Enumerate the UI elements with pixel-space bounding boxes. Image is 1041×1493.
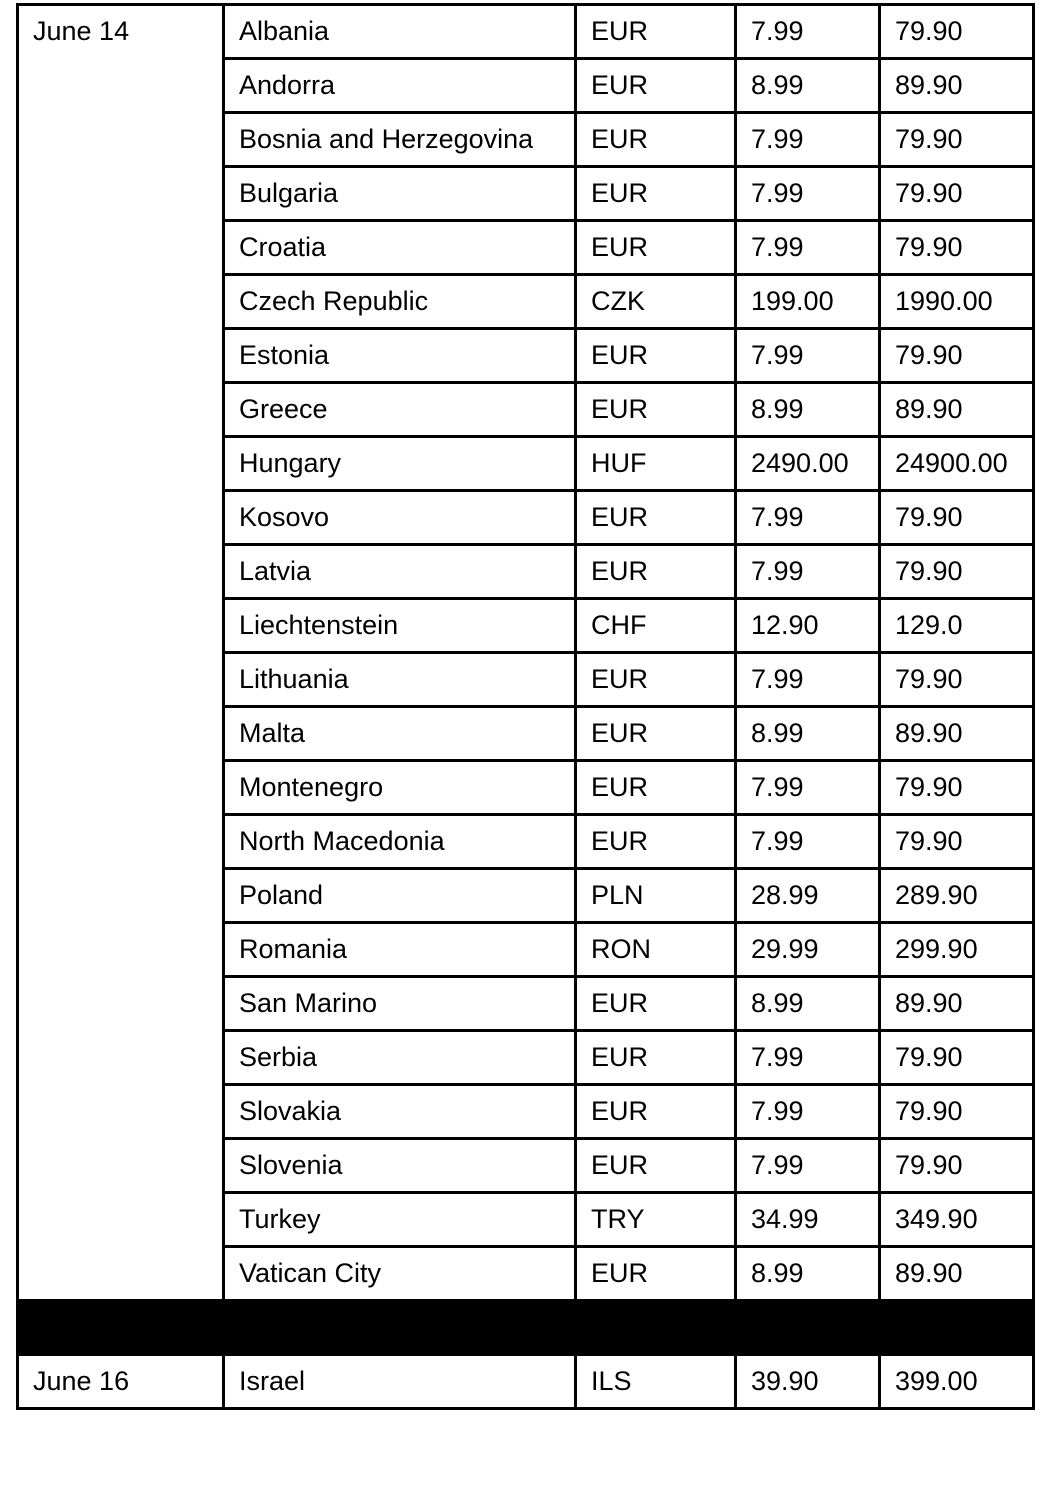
date-cell: June 16 [18,1355,224,1409]
currency-cell: EUR [576,329,736,383]
price-cell: 34.99 [736,1193,880,1247]
currency-cell: EUR [576,1031,736,1085]
price-cell: 2490.00 [736,437,880,491]
country-cell: Greece [224,383,576,437]
price-cell: 199.00 [736,275,880,329]
price-cell-total: 79.90 [880,653,1034,707]
currency-cell: EUR [576,221,736,275]
price-cell-total: 79.90 [880,1139,1034,1193]
currency-cell: HUF [576,437,736,491]
price-cell: 28.99 [736,869,880,923]
currency-cell: EUR [576,383,736,437]
price-cell: 7.99 [736,167,880,221]
currency-cell: ILS [576,1355,736,1409]
country-cell: Romania [224,923,576,977]
price-cell-total: 24900.00 [880,437,1034,491]
price-cell-total: 399.00 [880,1355,1034,1409]
country-cell: Latvia [224,545,576,599]
price-cell: 8.99 [736,383,880,437]
price-cell-total: 79.90 [880,221,1034,275]
pricing-table [16,3,1035,1410]
price-cell-total: 89.90 [880,707,1034,761]
country-cell: Hungary [224,437,576,491]
currency-cell: EUR [576,815,736,869]
country-cell: Kosovo [224,491,576,545]
currency-cell: EUR [576,1085,736,1139]
country-cell: Turkey [224,1193,576,1247]
price-cell: 39.90 [736,1355,880,1409]
price-cell-total: 79.90 [880,113,1034,167]
price-cell: 7.99 [736,113,880,167]
country-cell: Lithuania [224,653,576,707]
price-cell-total: 89.90 [880,383,1034,437]
country-cell: Malta [224,707,576,761]
price-cell-total: 79.90 [880,1031,1034,1085]
price-cell: 8.99 [736,59,880,113]
price-cell-total: 349.90 [880,1193,1034,1247]
separator-row [18,1301,1034,1355]
price-cell-total: 289.90 [880,869,1034,923]
price-cell: 7.99 [736,761,880,815]
price-cell: 12.90 [736,599,880,653]
currency-cell: EUR [576,167,736,221]
currency-cell: EUR [576,5,736,59]
price-cell: 7.99 [736,329,880,383]
price-cell: 7.99 [736,653,880,707]
country-cell: Andorra [224,59,576,113]
price-cell-total: 89.90 [880,1247,1034,1301]
price-cell-total: 299.90 [880,923,1034,977]
price-cell: 7.99 [736,1085,880,1139]
country-cell: Poland [224,869,576,923]
date-cell: June 14 [18,5,224,1301]
price-cell-total: 129.0 [880,599,1034,653]
currency-cell: EUR [576,59,736,113]
currency-cell: PLN [576,869,736,923]
price-cell: 29.99 [736,923,880,977]
country-cell: Slovenia [224,1139,576,1193]
currency-cell: EUR [576,653,736,707]
table-body [18,5,1034,1409]
price-cell: 8.99 [736,1247,880,1301]
price-cell: 7.99 [736,221,880,275]
country-cell: North Macedonia [224,815,576,869]
currency-cell: EUR [576,977,736,1031]
price-cell-total: 79.90 [880,5,1034,59]
currency-cell: EUR [576,545,736,599]
price-cell: 8.99 [736,977,880,1031]
country-cell: Albania [224,5,576,59]
price-cell-total: 1990.00 [880,275,1034,329]
country-cell: San Marino [224,977,576,1031]
price-cell: 7.99 [736,491,880,545]
currency-cell: EUR [576,491,736,545]
price-cell-total: 79.90 [880,167,1034,221]
price-cell: 7.99 [736,1031,880,1085]
currency-cell: EUR [576,761,736,815]
separator-bar [18,1301,1034,1355]
country-cell: Bosnia and Herzegovina [224,113,576,167]
currency-cell: EUR [576,1247,736,1301]
country-cell: Montenegro [224,761,576,815]
price-cell-total: 89.90 [880,977,1034,1031]
currency-cell: EUR [576,1139,736,1193]
price-cell-total: 79.90 [880,491,1034,545]
currency-cell: TRY [576,1193,736,1247]
price-cell-total: 79.90 [880,815,1034,869]
price-cell-total: 79.90 [880,761,1034,815]
currency-cell: EUR [576,113,736,167]
country-cell: Czech Republic [224,275,576,329]
country-cell: Estonia [224,329,576,383]
currency-cell: CHF [576,599,736,653]
country-cell: Vatican City [224,1247,576,1301]
price-cell: 7.99 [736,1139,880,1193]
price-cell: 8.99 [736,707,880,761]
currency-cell: RON [576,923,736,977]
country-cell: Liechtenstein [224,599,576,653]
country-cell: Serbia [224,1031,576,1085]
price-cell: 7.99 [736,5,880,59]
price-cell: 7.99 [736,545,880,599]
country-cell: Bulgaria [224,167,576,221]
table-row [18,1355,1034,1409]
currency-cell: EUR [576,707,736,761]
price-cell-total: 79.90 [880,545,1034,599]
country-cell: Slovakia [224,1085,576,1139]
table-row [18,5,1034,59]
price-cell: 7.99 [736,815,880,869]
country-cell: Israel [224,1355,576,1409]
country-cell: Croatia [224,221,576,275]
price-cell-total: 89.90 [880,59,1034,113]
currency-cell: CZK [576,275,736,329]
price-cell-total: 79.90 [880,329,1034,383]
price-cell-total: 79.90 [880,1085,1034,1139]
